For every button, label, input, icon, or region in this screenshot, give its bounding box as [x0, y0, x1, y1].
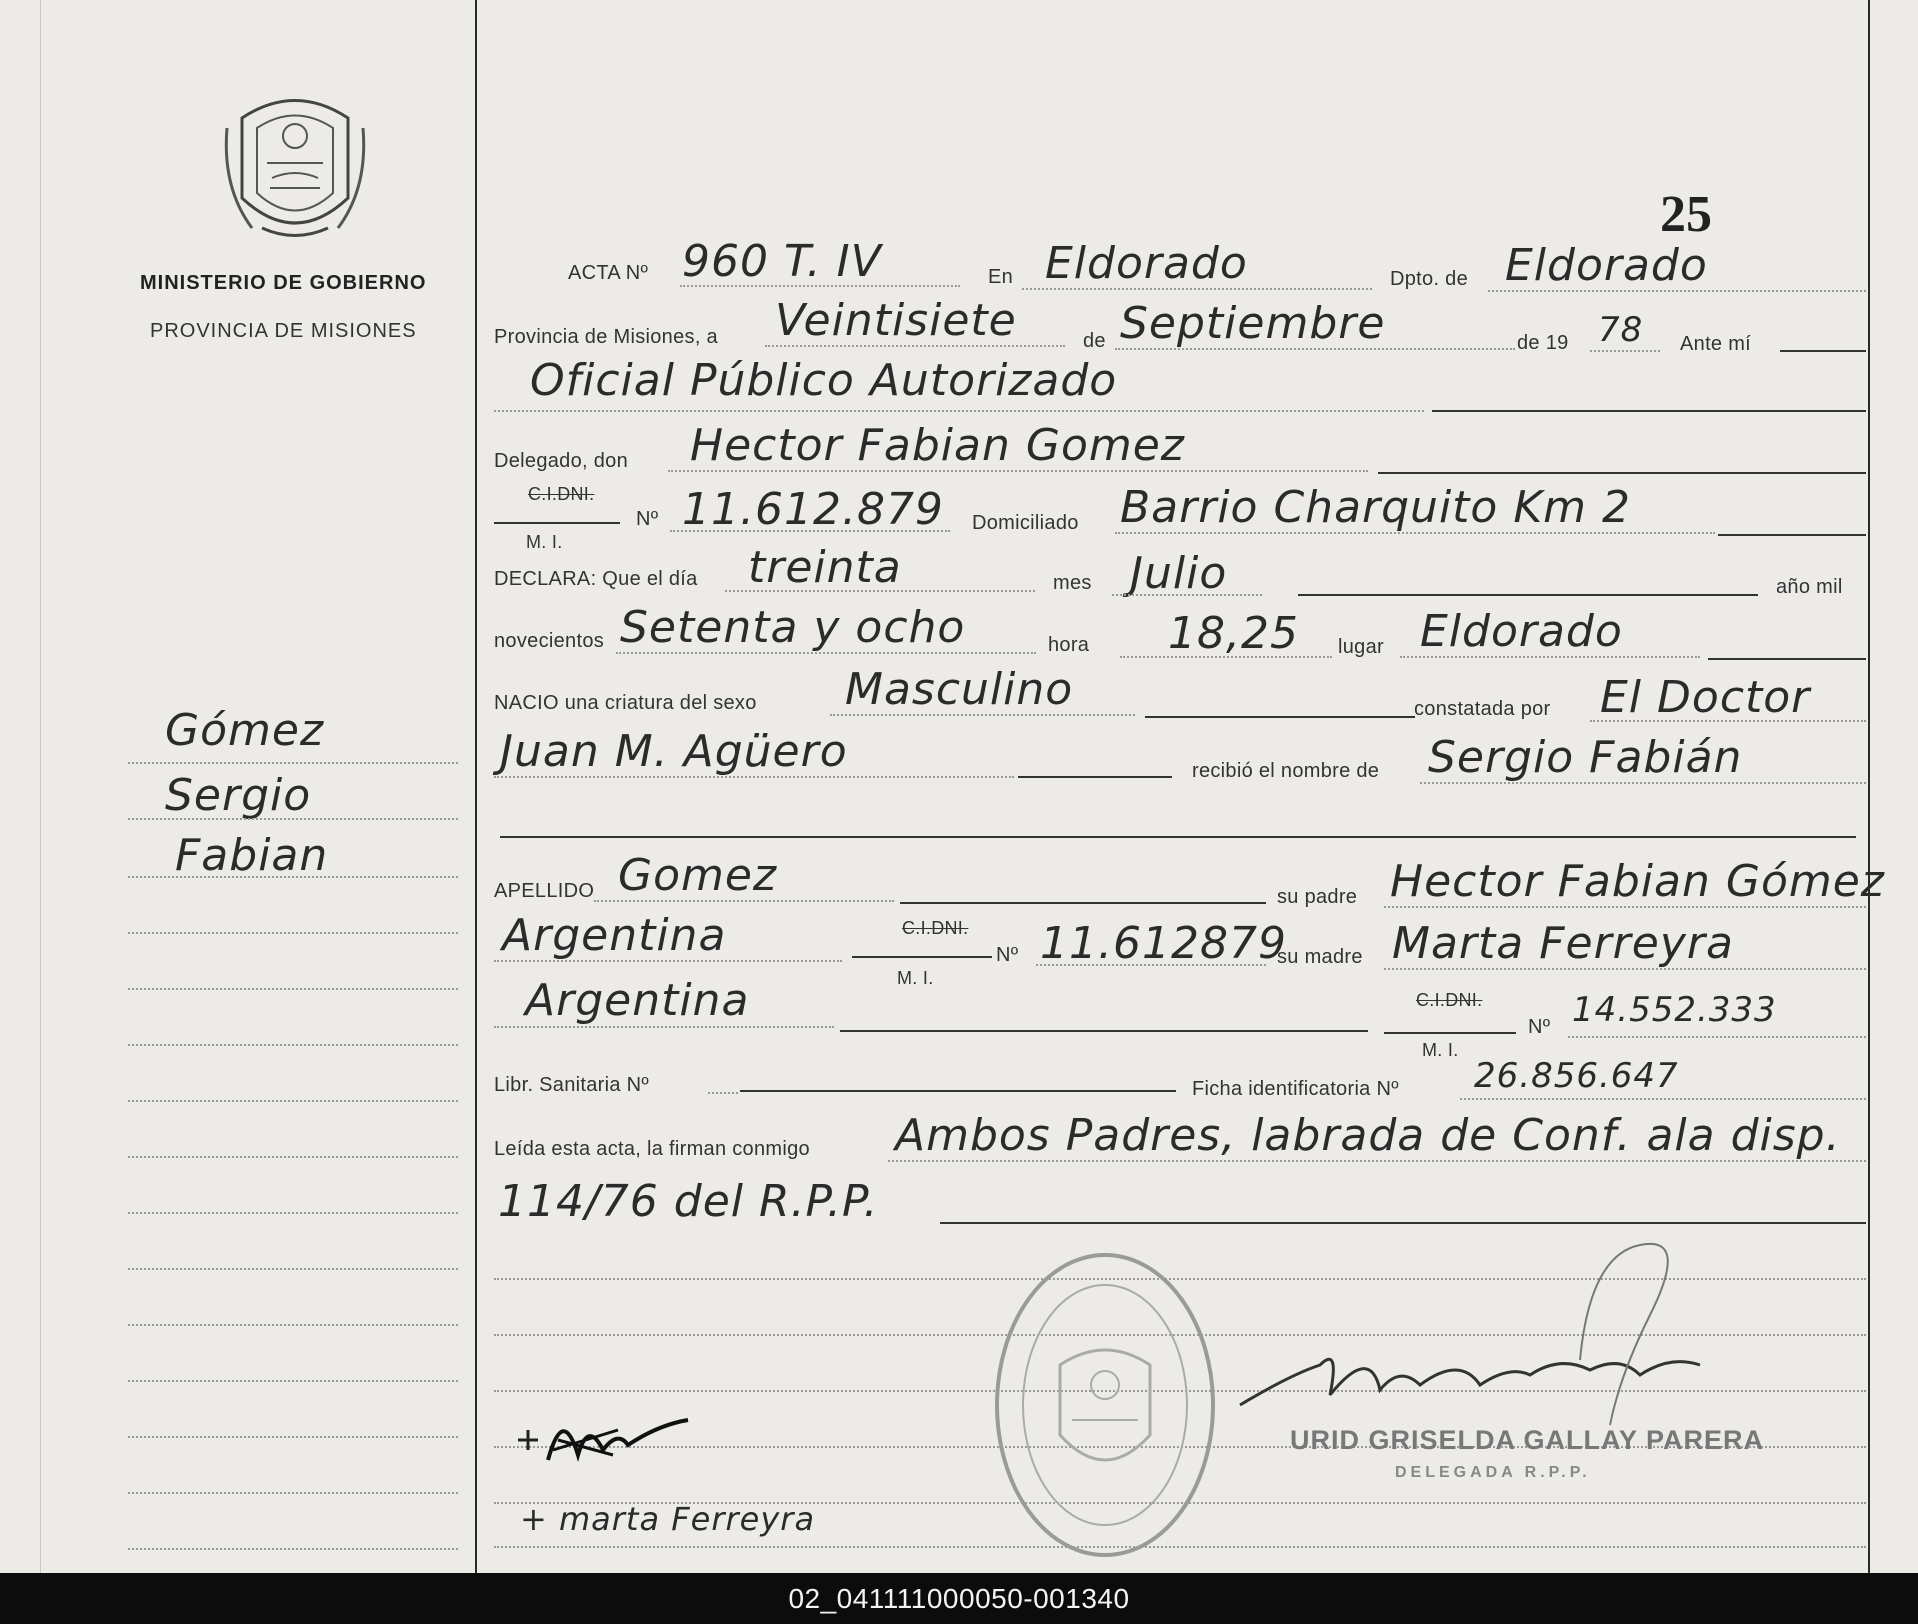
mes-nac-rule [1112, 594, 1262, 596]
delegado-label: Delegado, don [494, 450, 629, 472]
libr-label: Libr. Sanitaria Nº [494, 1074, 649, 1096]
apellido-label: APELLIDO [494, 880, 595, 902]
dia-nac-value: treinta [748, 542, 902, 593]
padre-doc-type-rule [852, 956, 992, 958]
margin-rule [128, 762, 458, 764]
madre-no-label: Nº [1528, 1016, 1551, 1038]
lugar-label: lugar [1338, 636, 1384, 658]
margin-rule [128, 1436, 458, 1438]
mes-value: Septiembre [1120, 298, 1386, 349]
constatada-label: constatada por [1414, 698, 1551, 720]
anio-nac-value: Setenta y ocho [620, 602, 966, 653]
delegado-doc-type: C.I.DNI. [528, 484, 595, 504]
ficha-value: 26.856.647 [1474, 1056, 1679, 1096]
leida-value-2: 114/76 del R.P.P. [498, 1176, 879, 1227]
apellido-rule-end [900, 902, 1266, 904]
nombre-value: Sergio Fabián [1428, 732, 1743, 783]
padre-doc-type: C.I.DNI. [902, 918, 969, 938]
separator-rule [500, 836, 1856, 838]
margin-rule [128, 1380, 458, 1382]
madre-nac-rule [494, 1026, 834, 1028]
margin-rule [128, 1044, 458, 1046]
sexo-rule-end [1145, 716, 1415, 718]
dia-rule [765, 345, 1065, 347]
dpto-label: Dpto. de [1390, 268, 1469, 290]
ministry-title: MINISTERIO DE GOBIERNO [140, 272, 427, 294]
delegado-dni-rule [670, 530, 950, 532]
acta-label: ACTA Nº [568, 262, 649, 284]
madre-value: Marta Ferreyra [1392, 918, 1734, 969]
nombre-rule [1420, 782, 1866, 784]
sexo-rule [830, 714, 1135, 716]
doctor-rule-end [1018, 776, 1172, 778]
madre-rule [1384, 968, 1866, 970]
delegado-no-label: Nº [636, 508, 659, 530]
hora-label: hora [1048, 634, 1090, 656]
mes-label: mes [1053, 572, 1092, 594]
hora-value: 18,25 [1168, 608, 1299, 659]
doctor-value: Juan M. Agüero [500, 726, 848, 777]
madre-dni-rule [1568, 1036, 1866, 1038]
padre-nac-rule [494, 960, 842, 962]
delegado-dni: 11.612.879 [682, 484, 944, 535]
padre-label: su padre [1277, 886, 1358, 908]
year-value: 78 [1598, 310, 1644, 350]
dia-nac-rule [725, 590, 1035, 592]
ficha-label: Ficha identificatoria Nº [1192, 1078, 1399, 1100]
ante-rule [1780, 350, 1866, 352]
domicilio-rule-end [1718, 534, 1866, 536]
madre-nac-rule-end [840, 1030, 1368, 1032]
margin-surname: Gómez [165, 705, 325, 756]
oficial-value: Oficial Público Autorizado [530, 355, 1118, 406]
madre-label: su madre [1277, 946, 1363, 968]
right-border [1868, 0, 1870, 1573]
delegate-stamp-name: URID GRISELDA GALLAY PARERA [1290, 1425, 1765, 1455]
delegado-mi-label: M. I. [526, 532, 563, 552]
padre-no-label: Nº [996, 944, 1019, 966]
margin-rule [128, 876, 458, 878]
de-label: de [1083, 330, 1106, 352]
padre-nacionalidad: Argentina [502, 910, 727, 961]
margin-rule [128, 988, 458, 990]
left-edge [40, 0, 41, 1573]
acta-rule [680, 285, 960, 287]
delegate-stamp-title: DELEGADA R.P.P. [1395, 1464, 1591, 1481]
madre-nacionalidad: Argentina [525, 975, 750, 1026]
lugar-value: Eldorado [1420, 606, 1623, 657]
lugar-rule [1400, 656, 1700, 658]
leida-label: Leída esta acta, la firman conmigo [494, 1138, 810, 1160]
madre-doc-type-rule [1384, 1032, 1516, 1034]
recibio-label: recibió el nombre de [1192, 760, 1380, 782]
leida-value: Ambos Padres, labrada de Conf. ala disp. [895, 1110, 1841, 1161]
nacio-label: NACIO una criatura del sexo [494, 692, 757, 714]
year-rule [1590, 350, 1660, 352]
delegado-value: Hector Fabian Gomez [690, 420, 1185, 471]
constatada-rule [1590, 720, 1866, 722]
doc-type-rule [494, 522, 620, 524]
page-number: 25 [1660, 186, 1712, 243]
lugar-rule-end [1708, 658, 1866, 660]
mother-signature: + marta Ferreyra [520, 1500, 816, 1538]
margin-rule [128, 1268, 458, 1270]
delegado-rule [668, 470, 1368, 472]
leida-rule [888, 1160, 1866, 1162]
margin-rule [128, 1212, 458, 1214]
declara-label: DECLARA: Que el día [494, 568, 698, 590]
margin-rule [128, 1548, 458, 1550]
padre-dni-rule [1036, 964, 1266, 966]
dpto-value: Eldorado [1505, 240, 1708, 291]
domiciliado-label: Domiciliado [972, 512, 1079, 534]
left-column-border [475, 0, 477, 1573]
delegate-signature-icon [1230, 1225, 1790, 1435]
father-signature-icon [508, 1400, 708, 1480]
sexo-value: Masculino [845, 664, 1074, 715]
document-id-footer: 02_041111000050-001340 [0, 1573, 1918, 1624]
acta-value: 960 T. IV [682, 236, 882, 287]
madre-mi-label: M. I. [1422, 1040, 1459, 1060]
hora-rule [1120, 656, 1332, 658]
novecientos-label: novecientos [494, 630, 605, 652]
de19-label: de 19 [1517, 332, 1569, 354]
en-label: En [988, 266, 1014, 288]
margin-rule [128, 1492, 458, 1494]
margin-middlename: Fabian [175, 830, 329, 881]
dpto-rule [1488, 290, 1866, 292]
oficial-rule [494, 410, 1424, 412]
padre-dni: 11.612879 [1040, 918, 1287, 969]
padre-value: Hector Fabian Gómez [1390, 856, 1885, 907]
doctor-rule [494, 776, 1014, 778]
domicilio-value: Barrio Charquito Km 2 [1120, 482, 1632, 533]
anio-label: año mil [1776, 576, 1843, 598]
margin-rule [128, 1100, 458, 1102]
madre-doc-type: C.I.DNI. [1416, 990, 1483, 1010]
apellido-value: Gomez [618, 850, 778, 901]
ficha-rule [1460, 1098, 1866, 1100]
margin-rule [128, 1156, 458, 1158]
mes-nac-value: Julio [1130, 548, 1228, 599]
margin-rule [128, 1324, 458, 1326]
delegado-rule-end [1378, 472, 1866, 474]
libr-rule [708, 1092, 738, 1094]
domicilio-rule [1115, 532, 1715, 534]
oficial-rule-end [1432, 410, 1866, 412]
mes-rule [1115, 348, 1515, 350]
mes-nac-rule-end [1298, 594, 1758, 596]
registry-seal-icon [990, 1245, 1220, 1565]
padre-rule [1384, 906, 1866, 908]
padre-mi-label: M. I. [897, 968, 934, 988]
coat-of-arms-icon [222, 88, 368, 248]
margin-rule [128, 818, 458, 820]
libr-rule-solid [740, 1090, 1176, 1092]
margin-firstname: Sergio [165, 770, 312, 821]
leida-rule-2 [940, 1222, 1866, 1224]
en-value: Eldorado [1045, 238, 1248, 289]
en-rule [1022, 288, 1372, 290]
provincia-label: Provincia de Misiones, a [494, 326, 718, 348]
apellido-rule [594, 900, 894, 902]
ante-label: Ante mí [1680, 333, 1752, 355]
madre-dni: 14.552.333 [1572, 990, 1777, 1030]
anio-nac-rule [616, 652, 1036, 654]
margin-rule [128, 932, 458, 934]
dia-value: Veintisiete [775, 295, 1017, 346]
province-title: PROVINCIA DE MISIONES [150, 320, 417, 342]
constatada-value: El Doctor [1600, 672, 1811, 723]
